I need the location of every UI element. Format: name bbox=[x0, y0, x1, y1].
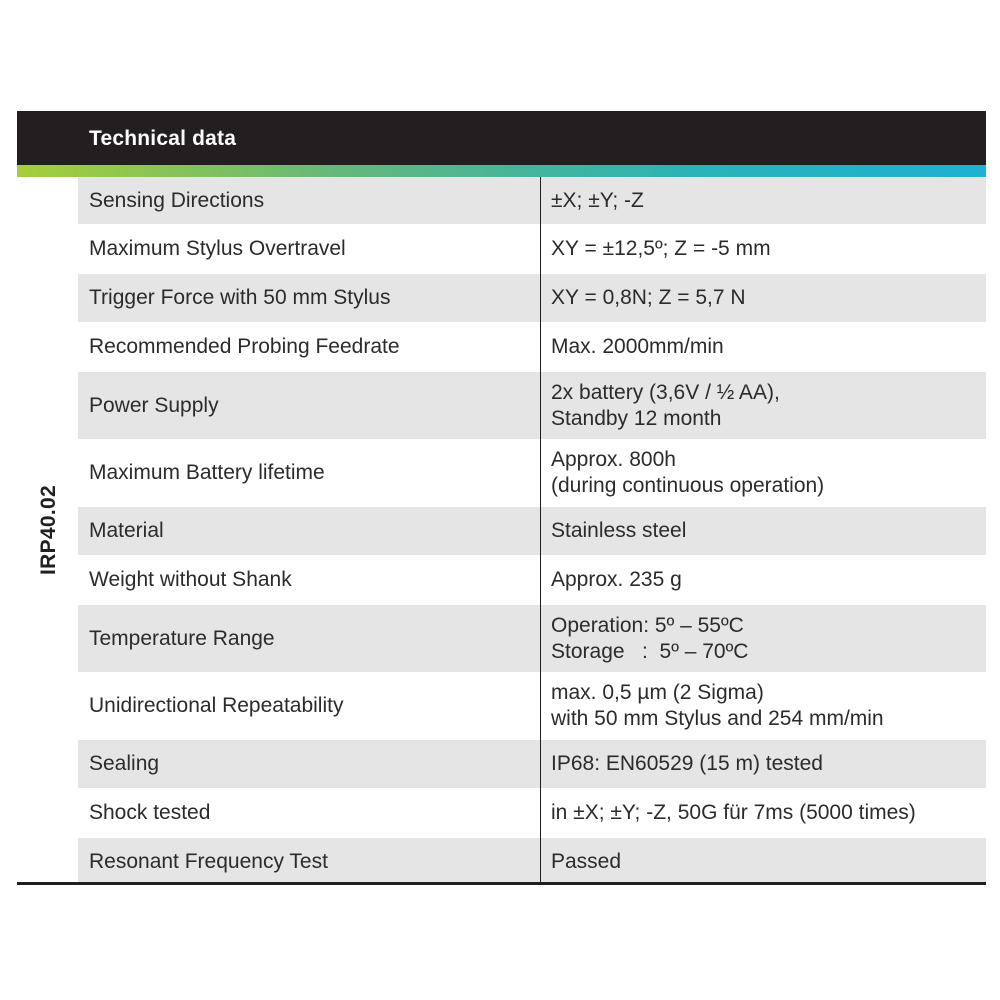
spec-value-line: ±X; ±Y; -Z bbox=[551, 188, 644, 212]
spec-value bbox=[551, 274, 746, 322]
spec-value-line: Storage : 5º – 70ºC bbox=[551, 639, 749, 663]
spec-value bbox=[551, 838, 621, 885]
spec-value-line: 2x battery (3,6V / ½ AA), bbox=[551, 380, 780, 404]
spec-value bbox=[551, 507, 686, 555]
spec-label: Maximum Battery lifetime bbox=[89, 461, 325, 484]
spec-label: Weight without Shank bbox=[89, 568, 292, 591]
spec-value bbox=[551, 789, 916, 837]
spec-value-line: with 50 mm Stylus and 254 mm/min bbox=[551, 707, 884, 730]
table-row bbox=[78, 507, 986, 556]
spec-value-line: Standby 12 month bbox=[551, 406, 722, 430]
spec-value bbox=[551, 323, 724, 371]
spec-value-line: Approx. 800h bbox=[551, 448, 676, 471]
spec-label: Sensing Directions bbox=[89, 188, 265, 212]
gradient-accent-bar bbox=[17, 165, 986, 177]
table-row bbox=[78, 274, 986, 323]
bottom-rule bbox=[17, 882, 986, 885]
spec-value-line: max. 0,5 µm (2 Sigma) bbox=[551, 681, 764, 704]
spec-label: Maximum Stylus Overtravel bbox=[89, 237, 346, 260]
side-label-container bbox=[20, 470, 78, 590]
table-row bbox=[78, 673, 986, 740]
table-row bbox=[78, 838, 986, 886]
table-row bbox=[78, 177, 986, 225]
spec-value-line: in ±X; ±Y; -Z, 50G für 7ms (5000 times) bbox=[551, 801, 916, 824]
spec-value-line: IP68: EN60529 (15 m) tested bbox=[551, 752, 823, 775]
spec-label: Resonant Frequency Test bbox=[89, 849, 328, 873]
spec-value bbox=[551, 440, 824, 506]
table-header bbox=[17, 111, 986, 165]
spec-value bbox=[551, 605, 748, 672]
table-row bbox=[78, 440, 986, 507]
header-title: Technical data bbox=[89, 127, 237, 150]
column-divider bbox=[540, 177, 541, 884]
spec-value-line: Approx. 235 g bbox=[551, 568, 682, 591]
spec-value bbox=[551, 740, 823, 788]
spec-label: Unidirectional Repeatability bbox=[89, 694, 344, 717]
spec-value-line: XY = ±12,5º; Z = -5 mm bbox=[551, 237, 771, 260]
spec-value bbox=[551, 372, 780, 439]
spec-label: Material bbox=[89, 519, 164, 542]
spec-value bbox=[551, 225, 771, 273]
spec-value bbox=[551, 556, 682, 604]
spec-label: Shock tested bbox=[89, 801, 211, 824]
spec-value-line: Passed bbox=[551, 849, 622, 873]
spec-label: Temperature Range bbox=[89, 626, 275, 650]
spec-table bbox=[78, 177, 986, 886]
spec-value-line: XY = 0,8N; Z = 5,7 N bbox=[551, 286, 746, 309]
spec-label: Trigger Force with 50 mm Stylus bbox=[89, 286, 391, 309]
table-row bbox=[78, 556, 986, 605]
spec-value-line: Max. 2000mm/min bbox=[551, 335, 724, 358]
spec-value bbox=[551, 673, 884, 739]
spec-value-line: Operation: 5º – 55ºC bbox=[551, 613, 744, 637]
table-row bbox=[78, 789, 986, 838]
table-row bbox=[78, 323, 986, 372]
spec-value bbox=[551, 177, 644, 224]
table-row bbox=[78, 605, 986, 673]
table-row bbox=[78, 225, 986, 274]
spec-value-line: Stainless steel bbox=[551, 519, 687, 542]
table-row bbox=[78, 740, 986, 789]
spec-label: Power Supply bbox=[89, 393, 219, 417]
model-side-label: IRP40.02 bbox=[37, 485, 60, 575]
spec-label: Sealing bbox=[89, 752, 160, 775]
spec-label: Recommended Probing Feedrate bbox=[89, 335, 400, 358]
table-row bbox=[78, 372, 986, 440]
spec-value-line: (during continuous operation) bbox=[551, 474, 825, 497]
